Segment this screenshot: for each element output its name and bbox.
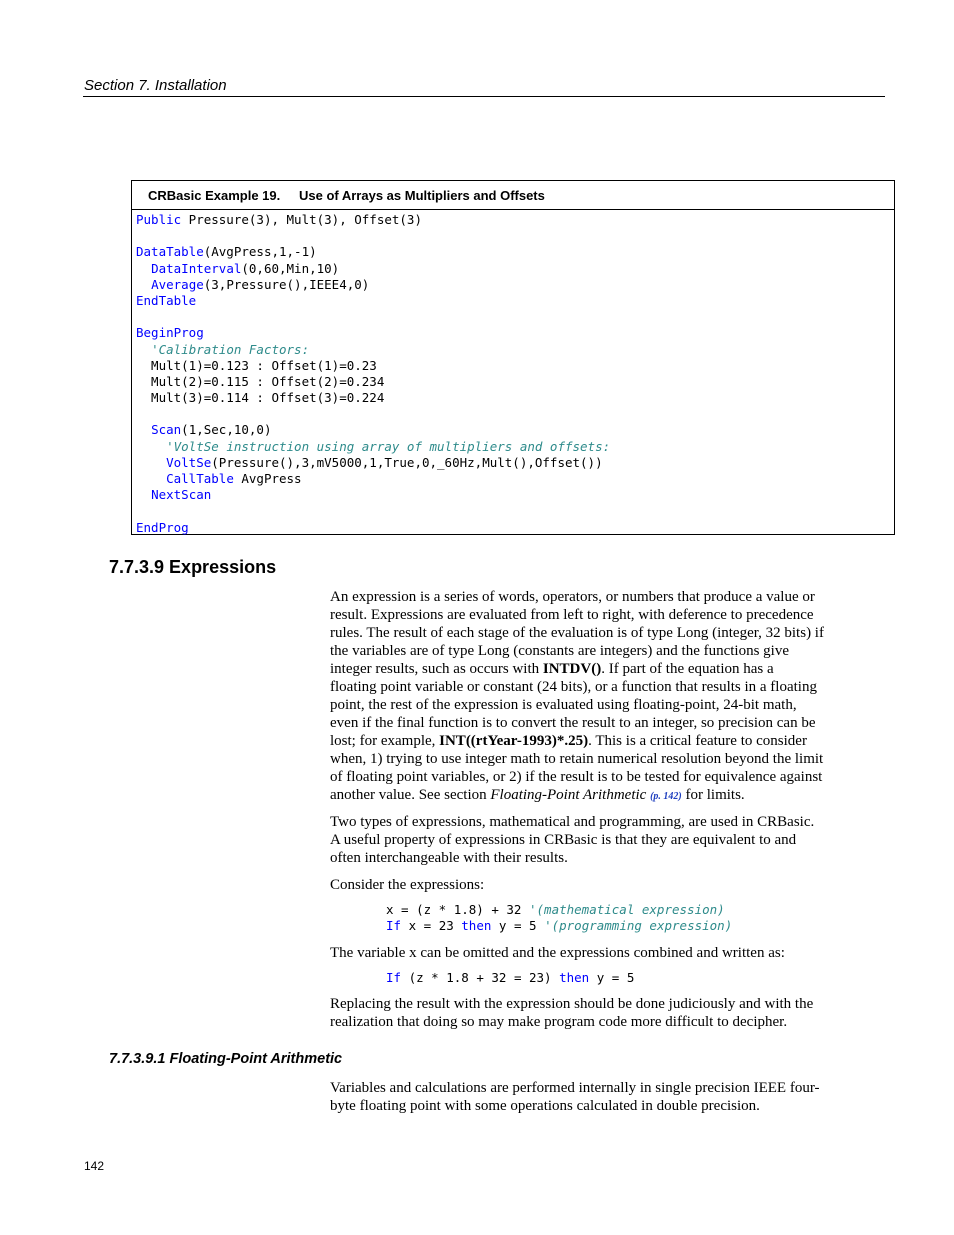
text-line: floating point variable or constant (24 bits), or a function that results in a floating	[330, 679, 817, 695]
running-header: Section 7. Installation	[84, 77, 227, 94]
text-line: point, the rest of the expression is evaluated using floating-point, 24-bit math,	[330, 697, 797, 713]
consider-paragraph	[330, 876, 850, 894]
code-text: y = 5	[491, 918, 545, 933]
code-keyword: If	[386, 970, 402, 985]
types-paragraph	[330, 813, 850, 867]
code-text: (0,60,Min,10)	[241, 260, 340, 276]
expressions-paragraph	[330, 588, 850, 806]
code-line	[136, 439, 610, 455]
code-text: y = 5	[589, 970, 635, 985]
example-title: Use of Arrays as Multipliers and Offsets	[299, 188, 545, 203]
omitted-paragraph	[330, 944, 850, 962]
code-line	[136, 471, 610, 487]
code-text: Mult(2)=0.115 : Offset(2)=0.234	[136, 373, 385, 389]
code-text: (AvgPress,1,-1)	[203, 244, 317, 260]
text-run: . If part of the equation has a	[601, 661, 774, 677]
text-line: A useful property of expressions in CRBasic is that they are equivalent to and	[330, 832, 797, 848]
code-example-box	[131, 180, 895, 535]
text-line: rules. The result of each stage of the evaluation is of type Long (integer, 32 bits) if	[330, 625, 824, 641]
inline-code-intdv: INTDV()	[542, 661, 602, 677]
text-line: when, 1) trying to use integer math to retain numerical resolution beyond the limit	[330, 751, 824, 767]
code-text	[136, 277, 151, 292]
text-run: for limits.	[681, 787, 745, 803]
text-line: Variables and calculations are performed internally in single precision IEEE four-	[330, 1080, 820, 1096]
text-run: . This is a critical feature to consider	[588, 733, 807, 749]
code-keyword: then	[559, 970, 590, 985]
code-keyword: VoltSe	[166, 454, 212, 470]
text-line: byte floating point with some operations calculated in double precision.	[330, 1098, 760, 1114]
code-line	[136, 390, 610, 406]
code-keyword: CallTable	[166, 471, 234, 486]
code-keyword: EndProg	[136, 519, 189, 535]
code-line	[136, 293, 610, 309]
code-text: Mult(1)=0.123 : Offset(1)=0.23	[136, 357, 377, 373]
floating-point-paragraph	[330, 1079, 850, 1115]
text-line: The variable x can be omitted and the expressions combined and written as:	[330, 945, 785, 961]
code-line	[136, 358, 610, 374]
code-text: (Pressure(),3,mV5000,1,True,0,_60Hz,Mult(),Offset())	[211, 454, 603, 470]
code-line	[136, 503, 610, 519]
code-line	[136, 325, 610, 341]
header-rule	[83, 96, 885, 97]
text-line	[330, 732, 850, 750]
replacing-paragraph	[330, 995, 850, 1031]
code-line	[136, 520, 610, 536]
text-line: An expression is a series of words, operators, or numbers that produce a value or	[330, 589, 815, 605]
code-text	[136, 455, 166, 470]
code-keyword: Average	[151, 276, 204, 292]
page-reference-link[interactable]: (p. 142)	[650, 791, 682, 802]
text-line: even if the final function is to convert the result to an integer, so precision can be	[330, 715, 816, 731]
code-text	[136, 471, 166, 486]
code-listing	[136, 212, 610, 536]
code-text: x = 23	[401, 918, 462, 933]
expression-example	[386, 902, 732, 934]
code-text: x = (z * 1.8) + 32	[386, 902, 529, 917]
code-line	[136, 228, 610, 244]
code-text: (1,Sec,10,0)	[181, 422, 272, 438]
code-example-title	[132, 181, 894, 210]
code-line	[136, 244, 610, 260]
code-keyword: then	[461, 918, 492, 933]
text-line	[330, 660, 850, 678]
code-line	[136, 277, 610, 293]
page-number: 142	[84, 1159, 105, 1173]
subsection-heading: 7.7.3.9.1 Floating-Point Arithmetic	[109, 1051, 343, 1067]
section-heading: 7.7.3.9 Expressions	[109, 557, 277, 577]
code-comment: 'Calibration Factors:	[151, 341, 310, 357]
code-keyword: EndTable	[136, 292, 197, 308]
code-line	[136, 342, 610, 358]
text-line: Consider the expressions:	[330, 877, 485, 893]
code-comment: 'VoltSe instruction using array of multipliers and offsets:	[166, 438, 611, 454]
code-text	[136, 487, 151, 502]
section-reference: Floating-Point Arithmetic	[490, 787, 647, 803]
code-comment: '(programming expression)	[544, 918, 733, 933]
code-comment: '(mathematical expression)	[529, 902, 725, 917]
text-line: Replacing the result with the expression should be done judiciously and with the	[330, 996, 814, 1012]
text-line: Two types of expressions, mathematical and programming, are used in CRBasic.	[330, 814, 815, 830]
inline-code-int: INT((rtYear-1993)*.25)	[439, 733, 589, 749]
text-line: realization that doing so may make program code more difficult to decipher.	[330, 1014, 788, 1030]
code-keyword: Scan	[151, 422, 182, 438]
code-line	[136, 487, 610, 503]
code-line	[136, 455, 610, 471]
text-run: integer results, such as occurs with	[330, 661, 543, 677]
text-line: of floating point variables, or 2) if the result is to be tested for equivalence against	[330, 769, 823, 785]
text-line: result. Expressions are evaluated from left to right, with deference to precedence	[330, 607, 814, 623]
code-keyword: If	[386, 918, 402, 933]
code-text: Pressure(3), Mult(3), Offset(3)	[181, 212, 422, 227]
code-text	[136, 342, 151, 357]
code-text: (3,Pressure(),IEEE4,0)	[203, 276, 370, 292]
example-label: CRBasic Example 19.	[148, 188, 281, 203]
text-line: often interchangeable with their results.	[330, 850, 568, 866]
code-text	[136, 439, 166, 454]
combined-expression	[386, 970, 634, 986]
text-run: lost; for example,	[330, 733, 440, 749]
text-line: the variables are of type Long (constants are integers) and the functions give	[330, 643, 790, 659]
code-line	[136, 422, 610, 438]
code-line	[136, 406, 610, 422]
code-keyword: BeginProg	[136, 325, 204, 341]
code-line	[136, 309, 610, 325]
code-text: (z * 1.8 + 32 = 23)	[401, 970, 560, 985]
code-keyword: DataInterval	[151, 260, 242, 276]
code-keyword: Public	[136, 212, 182, 227]
text-run: another value. See section	[330, 787, 491, 803]
code-keyword: NextScan	[151, 487, 212, 503]
code-line	[136, 212, 610, 228]
code-line	[136, 374, 610, 390]
code-text	[136, 422, 151, 437]
code-text: AvgPress	[233, 471, 302, 486]
code-text: Mult(3)=0.114 : Offset(3)=0.224	[136, 390, 385, 406]
code-keyword: DataTable	[136, 244, 204, 260]
text-line	[330, 786, 850, 806]
code-text	[136, 261, 151, 276]
code-line	[136, 261, 610, 277]
